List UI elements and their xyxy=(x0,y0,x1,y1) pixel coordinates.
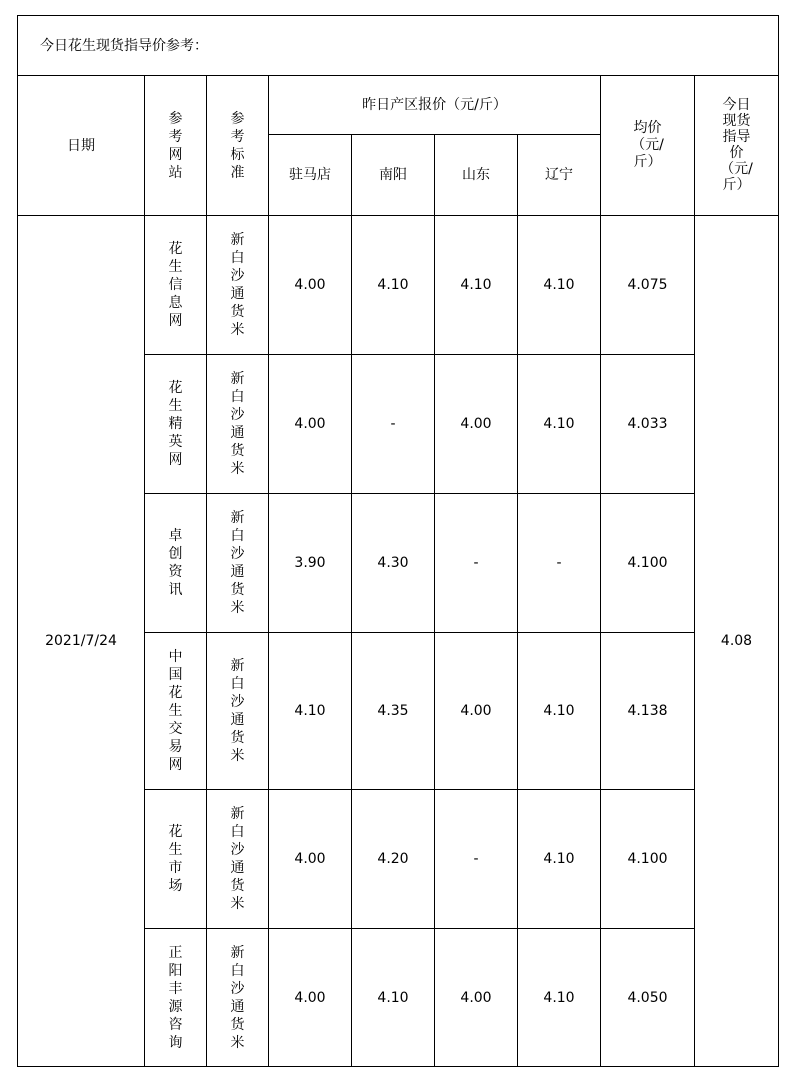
header-region-shandong: 山东 xyxy=(435,135,518,216)
average-cell: 4.075 xyxy=(601,216,695,355)
average-cell: 4.138 xyxy=(601,633,695,790)
price-nanyang: 4.30 xyxy=(352,494,435,633)
header-site: 参考网站 xyxy=(145,76,207,216)
price-shandong: 4.00 xyxy=(435,633,518,790)
table-title: 今日花生现货指导价参考： xyxy=(18,16,779,76)
price-nanyang: - xyxy=(352,355,435,494)
price-nanyang: 4.10 xyxy=(352,216,435,355)
average-cell: 4.100 xyxy=(601,494,695,633)
standard-cell: 新白沙通货米 xyxy=(207,790,269,929)
price-shandong: 4.00 xyxy=(435,355,518,494)
average-cell: 4.050 xyxy=(601,929,695,1067)
price-zhumadian: 4.00 xyxy=(269,355,352,494)
site-cell: 花生市场 xyxy=(145,790,207,929)
standard-cell: 新白沙通货米 xyxy=(207,494,269,633)
price-zhumadian: 4.00 xyxy=(269,216,352,355)
price-nanyang: 4.20 xyxy=(352,790,435,929)
header-standard: 参考标准 xyxy=(207,76,269,216)
header-date: 日期 xyxy=(18,76,145,216)
price-shandong: - xyxy=(435,790,518,929)
price-shandong: 4.10 xyxy=(435,216,518,355)
site-cell: 正阳丰源咨询 xyxy=(145,929,207,1067)
price-shandong: - xyxy=(435,494,518,633)
price-zhumadian: 4.00 xyxy=(269,929,352,1067)
header-yesterday-group: 昨日产区报价（元/斤） xyxy=(269,76,601,135)
header-region-nanyang: 南阳 xyxy=(352,135,435,216)
standard-cell: 新白沙通货米 xyxy=(207,929,269,1067)
price-zhumadian: 3.90 xyxy=(269,494,352,633)
today-price-cell: 4.08 xyxy=(695,216,779,1067)
price-liaoning: 4.10 xyxy=(518,216,601,355)
header-row-1 xyxy=(18,76,779,135)
header-average: 均价（元/斤） xyxy=(601,76,695,216)
price-reference-table xyxy=(17,15,779,1067)
price-liaoning: 4.10 xyxy=(518,633,601,790)
title-row xyxy=(18,16,779,76)
average-cell: 4.100 xyxy=(601,790,695,929)
standard-cell: 新白沙通货米 xyxy=(207,216,269,355)
standard-cell: 新白沙通货米 xyxy=(207,355,269,494)
table-row xyxy=(18,216,779,355)
price-shandong: 4.00 xyxy=(435,929,518,1067)
site-cell: 卓创资讯 xyxy=(145,494,207,633)
site-cell: 花生精英网 xyxy=(145,355,207,494)
date-cell: 2021/7/24 xyxy=(18,216,145,1067)
price-liaoning: 4.10 xyxy=(518,355,601,494)
header-region-zhumadian: 驻马店 xyxy=(269,135,352,216)
site-cell: 花生信息网 xyxy=(145,216,207,355)
price-zhumadian: 4.00 xyxy=(269,790,352,929)
average-cell: 4.033 xyxy=(601,355,695,494)
price-nanyang: 4.10 xyxy=(352,929,435,1067)
price-liaoning: 4.10 xyxy=(518,790,601,929)
site-cell: 中国花生交易网 xyxy=(145,633,207,790)
price-liaoning: 4.10 xyxy=(518,929,601,1067)
header-region-liaoning: 辽宁 xyxy=(518,135,601,216)
price-liaoning: - xyxy=(518,494,601,633)
price-nanyang: 4.35 xyxy=(352,633,435,790)
header-today-price: 今日现货指导价（元/斤） xyxy=(695,76,779,216)
price-zhumadian: 4.10 xyxy=(269,633,352,790)
standard-cell: 新白沙通货米 xyxy=(207,633,269,790)
